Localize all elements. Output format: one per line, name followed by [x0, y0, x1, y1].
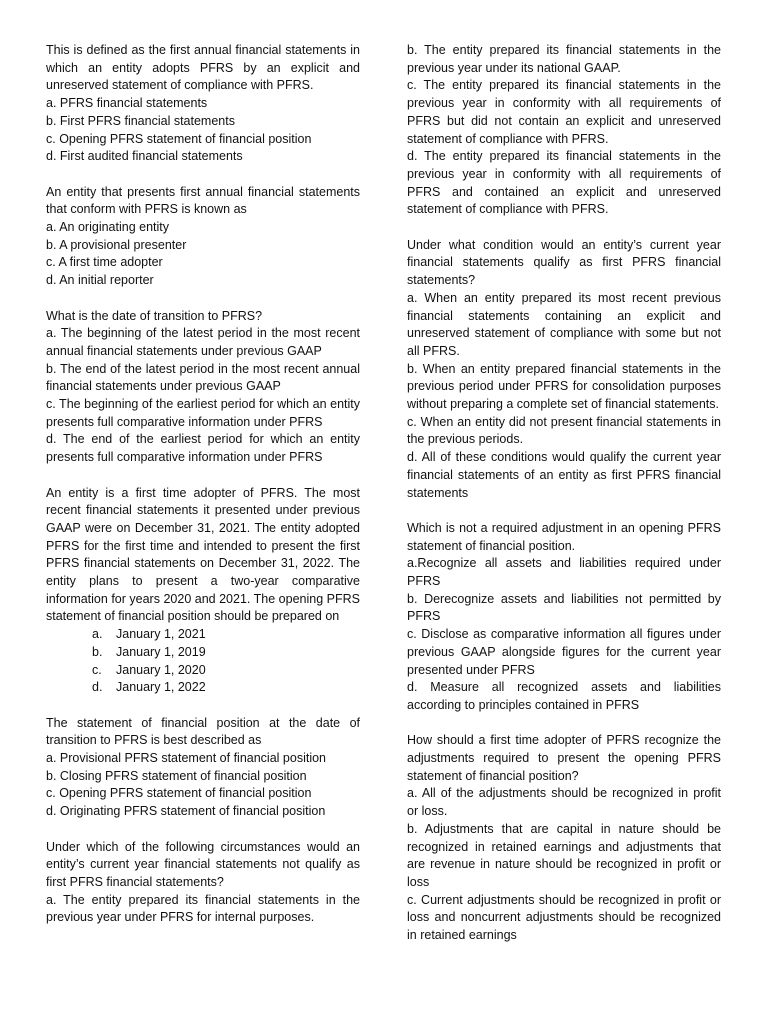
question-7	[407, 237, 721, 503]
option: c. Disclose as comparative information all figures under previous GAAP alongside figures for the current year presented under PFRS	[407, 627, 721, 677]
option: b. First PFRS financial statements	[46, 113, 235, 128]
question-5	[46, 715, 360, 821]
option: a. The beginning of the latest period in the most recent annual financial statements under previous GAAP	[46, 326, 360, 358]
question-stem: How should a first time adopter of PFRS recognize the adjustments required to present the opening PFRS statement of financial position?	[407, 733, 721, 783]
indented-option	[92, 626, 360, 644]
option-letter: c.	[92, 662, 102, 677]
question-stem: An entity is a first time adopter of PFRS. The most recent financial statements it presented under previous GAAP were on December 31, 2021. The entity adopted PFRS for the first time and intended to present the first PFRS financial statements on December 31, 2022. The entity plans to present a two-year comparative information for years 2020 and 2021. The opening PFRS statement of financial position should be prepared on	[46, 485, 360, 624]
indented-option	[92, 679, 360, 697]
indented-option-list	[46, 626, 360, 697]
option: b. A provisional presenter	[46, 237, 187, 252]
option-text: January 1, 2021	[116, 627, 206, 642]
question-1	[46, 42, 360, 166]
question-stem: The statement of financial position at the date of transition to PFRS is best described as	[46, 715, 360, 748]
option: d. All of these conditions would qualify the current year financial statements of an entity as first PFRS financial statements	[407, 450, 721, 500]
indented-option	[92, 662, 360, 680]
question-4	[46, 485, 360, 697]
question-6	[46, 839, 360, 928]
question-3	[46, 308, 360, 467]
option: c. A first time adopter	[46, 255, 163, 270]
option: b. Derecognize assets and liabilities not permitted by PFRS	[407, 591, 721, 624]
option: c. Current adjustments should be recognized in profit or loss and noncurrent adjustments should be recognized in retained earnings	[407, 892, 721, 943]
option-letter: d.	[92, 680, 103, 695]
question-stem: Under what condition would an entity’s current year financial statements qualify as first PFRS financial statements?	[407, 237, 721, 288]
option: c. The entity prepared its financial statements in the previous year in conformity with all requirements of PFRS but did not contain an explicit and unreserved statement of compliance with PFRS.	[407, 78, 721, 146]
question-stem: Which is not a required adjustment in an opening PFRS statement of financial position.	[407, 520, 721, 553]
option: d. The end of the earliest period for which an entity presents full comparative information under PFRS	[46, 432, 360, 465]
option: a. An originating entity	[46, 220, 169, 235]
option: b. When an entity prepared financial statements in the previous period under PFRS for consolidation purposes without preparing a complete set of financial statements.	[407, 361, 721, 412]
question-2	[46, 184, 360, 290]
question-9	[407, 732, 721, 944]
option: a. All of the adjustments should be recognized in profit or loss.	[407, 786, 721, 819]
question-stem: What is the date of transition to PFRS?	[46, 308, 263, 323]
option: d. Originating PFRS statement of financial position	[46, 804, 326, 819]
left-column	[46, 42, 360, 945]
question-8	[407, 520, 721, 715]
option: a. PFRS financial statements	[46, 96, 208, 111]
option: b. Adjustments that are capital in nature should be recognized in retained earnings and adjustments that are revenue in nature should be recognized in profit or loss	[407, 821, 721, 889]
right-column	[407, 42, 721, 963]
option: a. When an entity prepared its most recent previous financial statements containing an explicit and unreserved statement of compliance with some but not all PFRS.	[407, 290, 721, 358]
indented-option	[92, 644, 360, 662]
option: a. Provisional PFRS statement of financial position	[46, 751, 326, 766]
question-stem: Under which of the following circumstances would an entity’s current year financial statements not qualify as first PFRS financial statements?	[46, 839, 360, 889]
option: b. The entity prepared its financial statements in the previous year under its national GAAP.	[407, 43, 721, 75]
option: c. The beginning of the earliest period for which an entity presents full comparative information under PFRS	[46, 397, 360, 429]
option: a. The entity prepared its financial statements in the previous year under PFRS for internal purposes.	[46, 892, 360, 925]
option: c. Opening PFRS statement of financial position	[46, 131, 312, 146]
option-letter: b.	[92, 644, 103, 659]
option-text: January 1, 2020	[116, 662, 206, 677]
question-stem: This is defined as the first annual financial statements in which an entity adopts PFRS by an explicit and unreserved statement of compliance with PFRS.	[46, 43, 360, 93]
option-letter: a.	[92, 627, 103, 642]
question-6-continued	[407, 42, 721, 219]
option: c. When an entity did not present financial statements in the previous periods.	[407, 414, 721, 447]
option: d. The entity prepared its financial statements in the previous year in conformity with all requirements of PFRS and contained an explicit and unreserved statement of compliance with PFRS.	[407, 149, 721, 217]
option: d. Measure all recognized assets and liabilities according to principles contained in PFRS	[407, 680, 721, 712]
option: d. First audited financial statements	[46, 149, 243, 164]
option: b. Closing PFRS statement of financial position	[46, 768, 307, 783]
option: a.Recognize all assets and liabilities required under PFRS	[407, 556, 721, 589]
option: c. Opening PFRS statement of financial position	[46, 786, 312, 801]
option: d. An initial reporter	[46, 273, 154, 288]
option-text: January 1, 2019	[116, 644, 206, 659]
option-text: January 1, 2022	[116, 680, 206, 695]
option: b. The end of the latest period in the most recent annual financial statements under previous GAAP	[46, 361, 360, 394]
question-stem: An entity that presents first annual financial statements that conform with PFRS is known as	[46, 184, 360, 217]
